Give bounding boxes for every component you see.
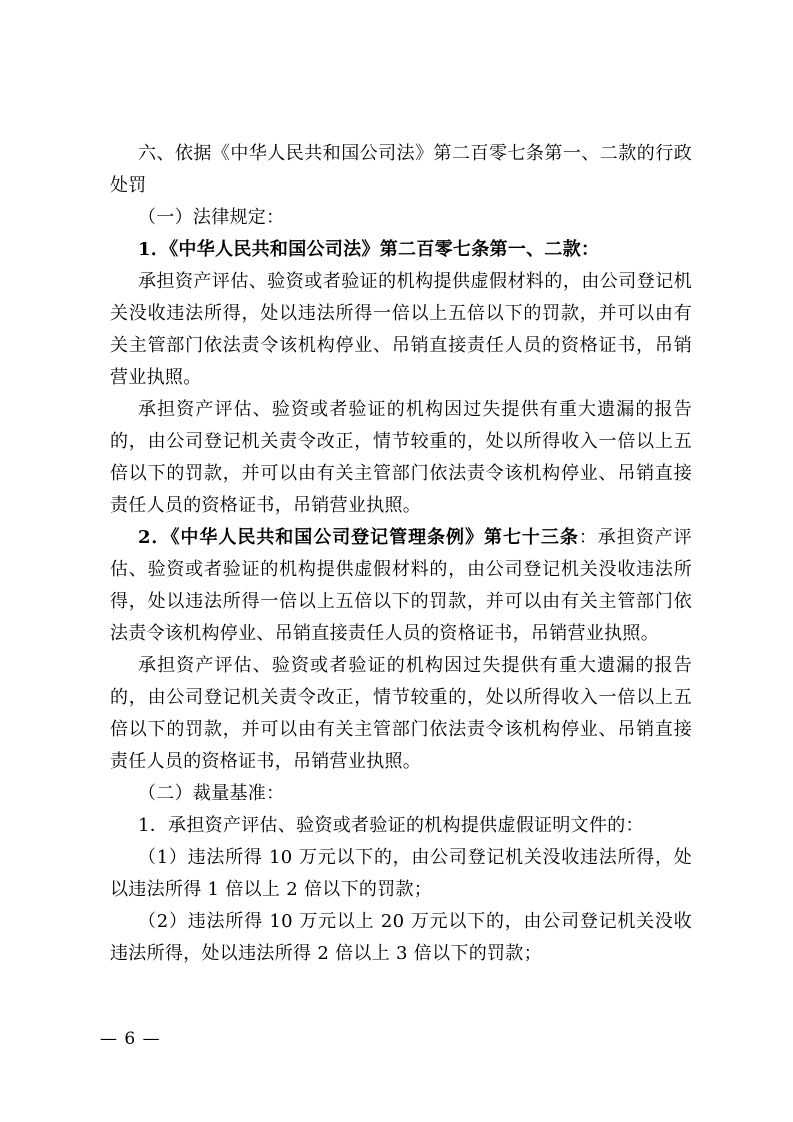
document-body <box>110 138 692 970</box>
criteria-sub-2: （2）违法所得 10 万元以上 20 万元以下的，由公司登记机关没收违法所得，处以违法所得 2 倍以上 3 倍以下的罚款； <box>110 911 692 964</box>
item1-heading: 1．《中华人民共和国公司法》第二百零七条第一、二款： <box>138 239 600 260</box>
section-title: 六、依据《中华人民共和国公司法》第二百零七条第一、二款的行政处罚 <box>110 143 692 196</box>
item2-paragraph-1 <box>110 522 692 650</box>
item1-paragraph-1: 承担资产评估、验资或者验证的机构提供虚假材料的，由公司登记机关没收违法所得，处以违法所得一倍以上五倍以下的罚款，并可以由有关主管部门依法责令该机构停业、吊销直接责任人员的资格证书，吊销营业执照。 <box>110 271 692 388</box>
criteria-sub-1: （1）违法所得 10 万元以下的，由公司登记机关没收违法所得，处以违法所得 1 倍以上 2 倍以下的罚款； <box>110 847 692 900</box>
item2-paragraph-2: 承担资产评估、验资或者验证的机构因过失提供有重大遗漏的报告的，由公司登记机关责令改正，情节较重的，处以所得收入一倍以上五倍以下的罚款，并可以由有关主管部门依法责令该机构停业、吊销直接责任人员的资格证书，吊销营业执照。 <box>110 655 692 772</box>
legal-provisions-heading: （一）法律规定： <box>138 207 285 228</box>
criteria-item-1: 1．承担资产评估、验资或者验证的机构提供虚假证明文件的： <box>138 815 644 836</box>
page-number: — 6 — <box>100 1029 161 1049</box>
criteria-heading: （二）裁量基准： <box>138 783 285 804</box>
item2-text: ：承担资产评估、验资或者验证的机构提供虚假材料的，由公司登记机关没收违法所得，处以违法所得一倍以上五倍以下的罚款，并可以由有关主管部门依法责令该机构停业、吊销直接责任人员的资格证书，吊销营业执照。 <box>110 527 692 644</box>
item2-heading: 2．《中华人民共和国公司登记管理条例》第七十三条 <box>138 527 579 548</box>
item1-paragraph-2: 承担资产评估、验资或者验证的机构因过失提供有重大遗漏的报告的，由公司登记机关责令改正，情节较重的，处以所得收入一倍以上五倍以下的罚款，并可以由有关主管部门依法责令该机构停业、吊销直接责任人员的资格证书，吊销营业执照。 <box>110 399 692 516</box>
